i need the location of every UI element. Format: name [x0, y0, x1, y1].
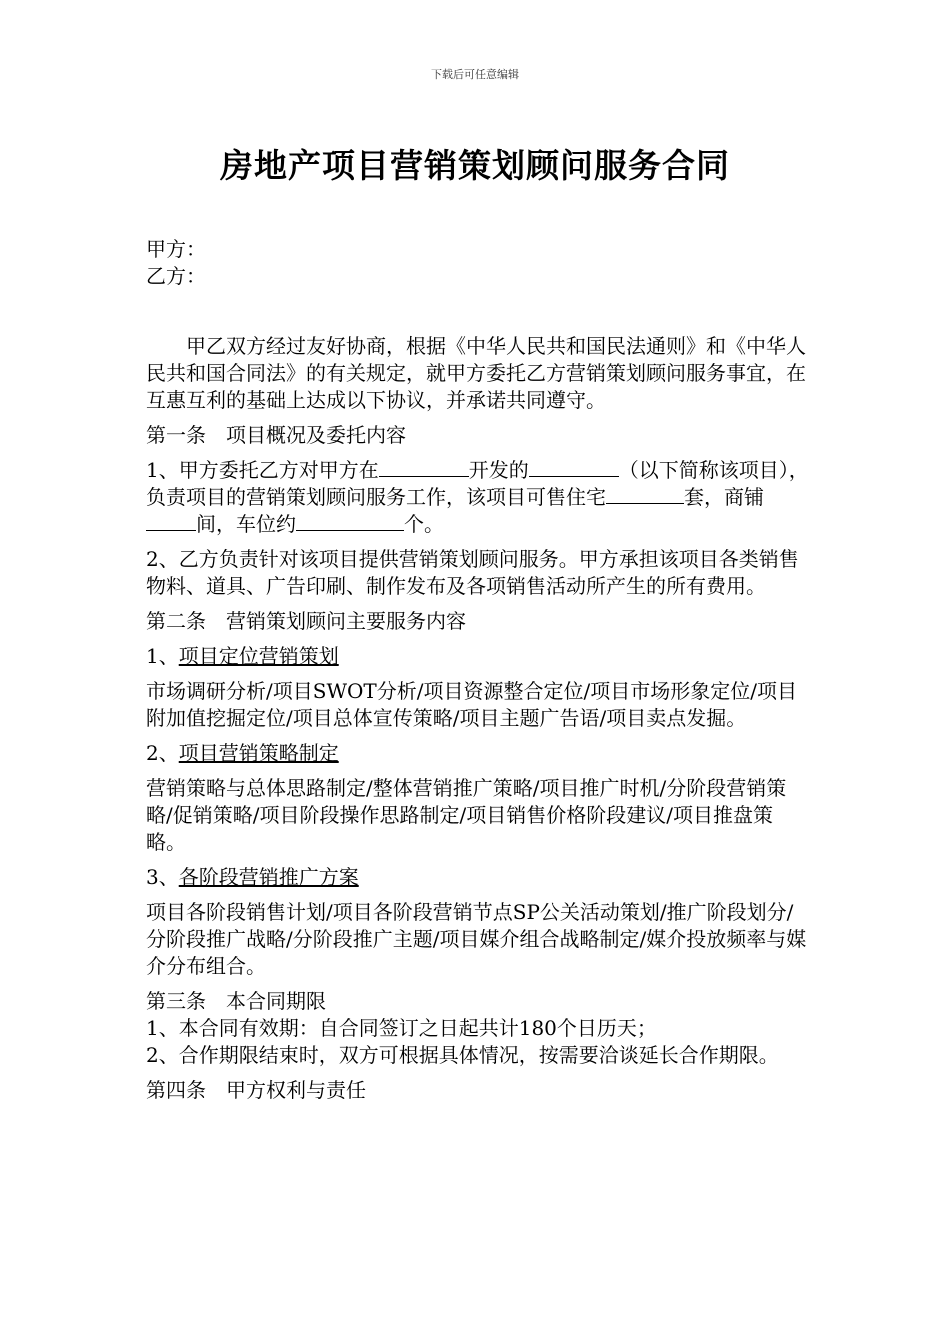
article-1-p1-text-c: （以下简称该项目），负责项目的营销策划顾问服务工作，该项目可售住宅	[146, 458, 809, 509]
article-2-label: 第二条	[146, 609, 206, 633]
blank-shop-count-field	[146, 512, 196, 531]
item-number: 2、	[146, 741, 179, 765]
article-2-item-2-heading	[146, 740, 810, 767]
article-2-item-3-heading	[146, 864, 810, 891]
article-2-title: 营销策划顾问主要服务内容	[226, 609, 466, 633]
blank-parking-count-field	[296, 512, 404, 531]
article-2-item-3-text: 项目各阶段销售计划/项目各阶段营销节点SP公关活动策划/推广阶段划分/分阶段推广战略/分阶段推广主题/项目媒介组合战略制定/媒介投放频率与媒介分布组合。	[146, 900, 807, 978]
blank-location-field	[379, 458, 469, 477]
article-2-heading	[146, 608, 810, 635]
article-1-paragraph-1	[146, 457, 810, 538]
item-number: 1、	[146, 644, 179, 668]
blank-project-name-field	[529, 458, 619, 477]
article-1-p1-text-a: 1、甲方委托乙方对甲方在	[146, 458, 379, 482]
article-1-p1-text-e: 间，车位约	[196, 512, 296, 536]
article-2-item-1-heading	[146, 643, 810, 670]
party-a-line: 甲方：	[146, 237, 206, 261]
item-heading: 项目定位营销策划	[178, 644, 339, 668]
contract-title: 房地产项目营销策划顾问服务合同	[220, 146, 730, 185]
article-3-paragraph-2: 2、合作期限结束时，双方可根据具体情况，按需要洽谈延长合作期限。	[146, 1043, 779, 1067]
article-2-item-2-text: 营销策略与总体思路制定/整体营销推广策略/项目推广时机/分阶段营销策略/促销策略/项目阶段操作思路制定/项目销售价格阶段建议/项目推盘策略。	[146, 776, 787, 854]
article-1-paragraph-2: 2、乙方负责针对该项目提供营销策划顾问服务。甲方承担该项目各类销售物料、道具、广告印刷、制作发布及各项销售活动所产生的所有费用。	[146, 547, 799, 598]
article-3-label: 第三条	[146, 989, 206, 1013]
article-2-item-1-text: 市场调研分析/项目SWOT分析/项目资源整合定位/项目市场形象定位/项目附加值挖掘定位/项目总体宣传策略/项目主题广告语/项目卖点发掘。	[146, 679, 797, 730]
article-4-heading	[146, 1077, 810, 1104]
party-b-line: 乙方：	[146, 264, 206, 288]
article-4-title: 甲方权利与责任	[226, 1078, 366, 1102]
item-heading: 项目营销策略制定	[178, 741, 339, 765]
blank-residence-count-field	[606, 485, 684, 504]
article-1-heading	[146, 422, 810, 449]
article-3-paragraph-1: 1、本合同有效期：自合同签订之日起共计180个日历天；	[146, 1016, 657, 1040]
article-1-title: 项目概况及委托内容	[226, 423, 406, 447]
item-number: 3、	[146, 865, 179, 889]
article-1-label: 第一条	[146, 423, 206, 447]
intro-paragraph: 甲乙双方经过友好协商，根据《中华人民共和国民法通则》和《中华人民共和国合同法》的有关规定，就甲方委托乙方营销策划顾问服务事宜，在互惠互利的基础上达成以下协议，并承诺共同遵守。	[146, 334, 806, 412]
parties-block	[146, 236, 810, 290]
article-3-heading	[146, 988, 810, 1015]
article-4-label: 第四条	[146, 1078, 206, 1102]
article-1-p1-text-f: 个。	[404, 512, 444, 536]
contract-body	[146, 333, 810, 1104]
article-1-p1-text-d: 套，商铺	[684, 485, 764, 509]
item-heading: 各阶段营销推广方案	[178, 865, 359, 889]
header-note: 下载后可任意编辑	[431, 68, 519, 81]
article-1-p1-text-b: 开发的	[468, 458, 529, 482]
article-3-title: 本合同期限	[226, 989, 326, 1013]
